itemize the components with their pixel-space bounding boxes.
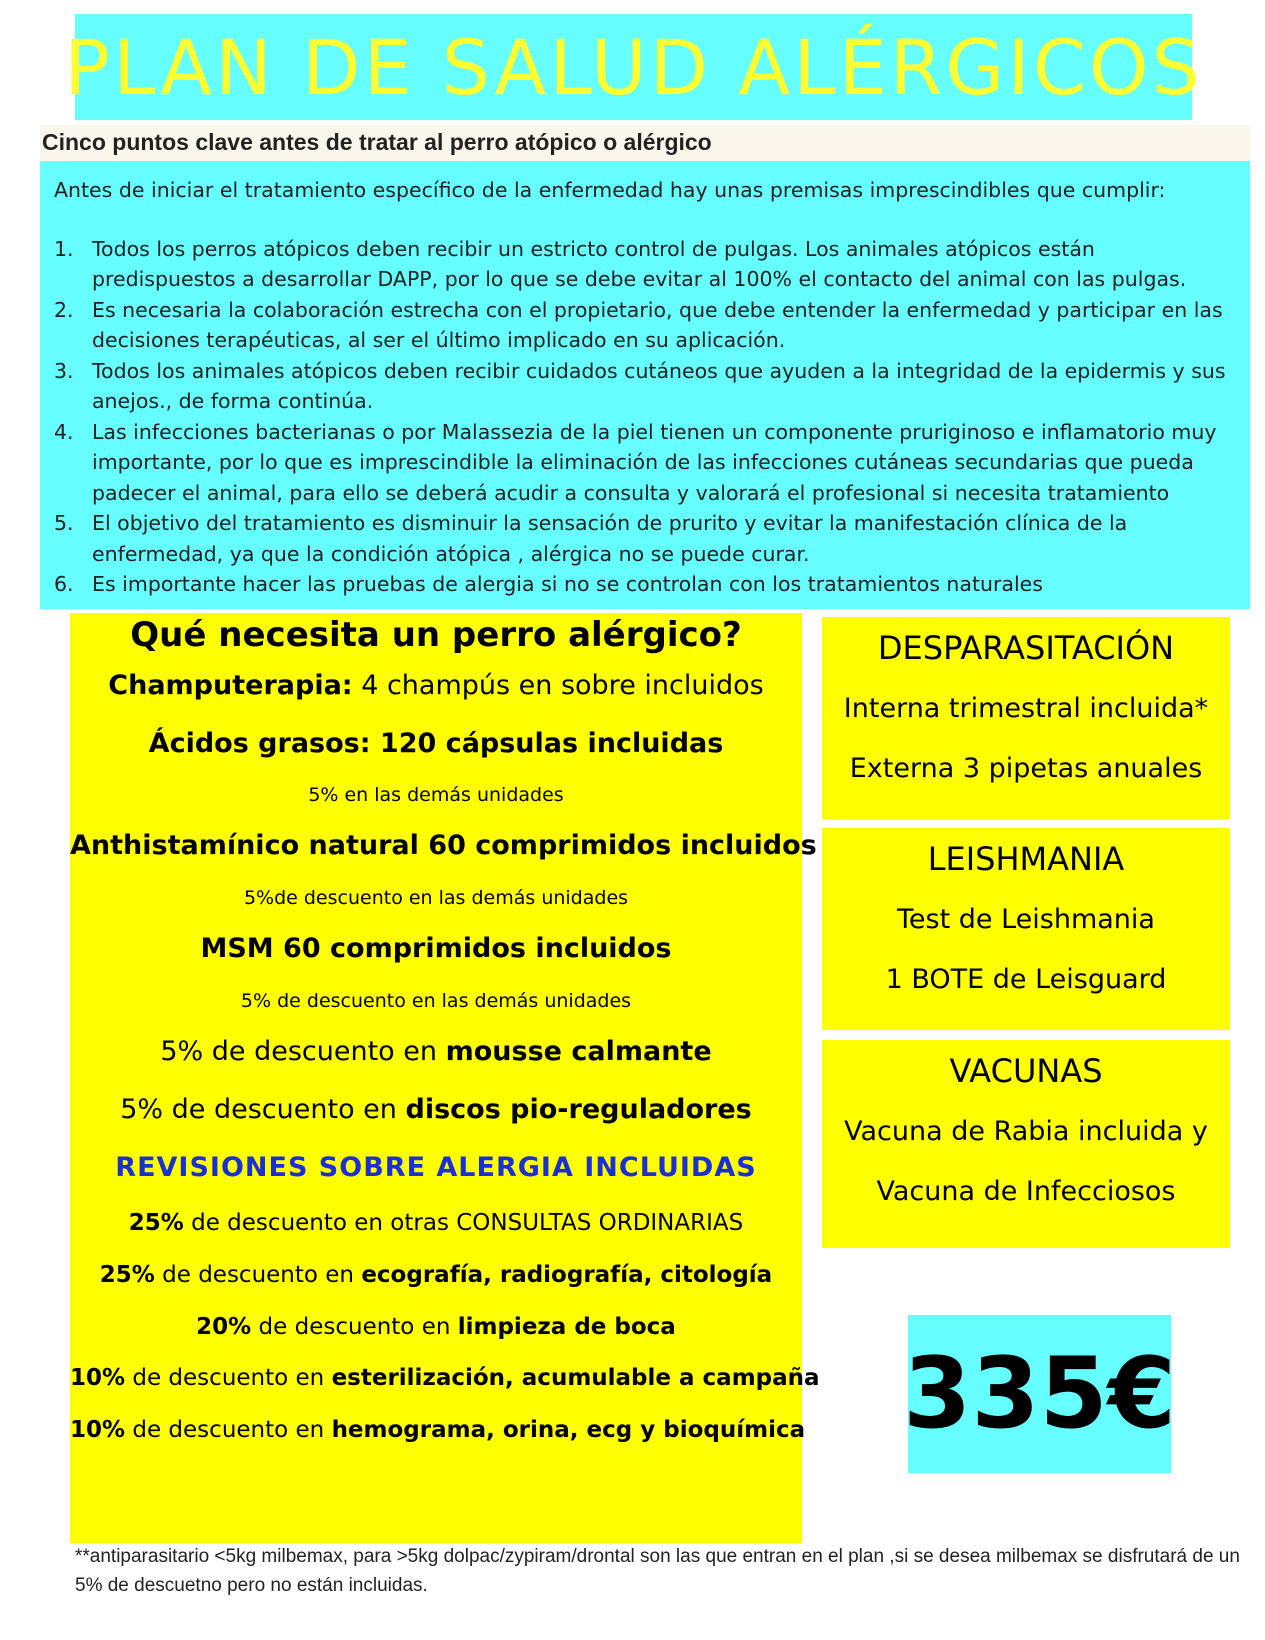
list-item [54, 234, 1236, 295]
subtitle: Cinco puntos clave antes de tratar al perro atópico o alérgico [40, 125, 1250, 161]
list-item [54, 356, 1236, 417]
discount-line [70, 1417, 806, 1443]
deworming-box [822, 617, 1230, 819]
price-box [903, 1315, 1176, 1473]
item-text: Es importante hacer las pruebas de alergia si no se controlan con los tratamientos naturales [92, 572, 1043, 596]
discount-item: esterilización, acumulable a campaña [331, 1365, 820, 1391]
discount-pct: 20% [196, 1314, 252, 1340]
item-text: El objetivo del tratamiento es disminuir la sensación de prurito y evitar la manifestación clínica de la enfermedad, ya que la condición atópica , alérgica no se puede curar. [92, 511, 1128, 566]
deworming-line: Interna trimestral incluida* [843, 693, 1209, 724]
discount-mid: de descuento en [132, 1365, 325, 1391]
discount-line [70, 1262, 802, 1288]
item-number: 4. [54, 419, 74, 444]
discount-item: hemograma, orina, ecg y bioquímica [331, 1417, 806, 1443]
list-item [54, 295, 1236, 356]
revisiones-line: REVISIONES SOBRE ALERGIA INCLUIDAS [115, 1152, 757, 1183]
leishmania-title: LEISHMANIA [927, 840, 1125, 878]
item-number: 6. [54, 572, 74, 596]
vaccines-line: Vacuna de Rabia incluida y [844, 1116, 1208, 1147]
discount-pct: 25% [99, 1262, 155, 1288]
list-item [54, 417, 1236, 509]
item-text: Es necesaria la colaboración estrecha con el propietario, que debe entender la enfermedad y participar en las decisiones terapéuticas, al ser el último implicado en su aplicación. [92, 297, 1223, 352]
mousse-line [70, 1036, 802, 1067]
deworming-title: DESPARASITACIÓN [877, 629, 1175, 667]
discount-mid: de descuento en [258, 1314, 451, 1340]
fatty-acids-line: Ácidos grasos: 120 cápsulas incluidas [148, 728, 724, 759]
discount-pct: 10% [70, 1365, 126, 1391]
shampoo-label: Champuterapia: [108, 670, 353, 701]
discount-line [70, 1365, 820, 1391]
list-item [54, 569, 1236, 600]
shampoo-line [70, 670, 802, 701]
needs-heading: Qué necesita un perro alérgico? [130, 615, 742, 655]
shampoo-value: 4 champús en sobre incluidos [361, 670, 764, 701]
mousse-prefix: 5% de descuento en [160, 1036, 438, 1067]
discos-item: discos pio-reguladores [405, 1094, 752, 1125]
vaccines-line: Vacuna de Infecciosos [876, 1176, 1176, 1207]
price-value: 335€ [903, 1337, 1176, 1451]
needs-section [70, 613, 820, 1543]
title-banner [64, 14, 1203, 120]
discount-item: ecografía, radiografía, citología [361, 1262, 773, 1288]
item-text: Todos los perros atópicos deben recibir un estricto control de pulgas. Los animales atópicos están predispuestos a desarrollar DAPP, por lo que se debe evitar al 100% el contacto del animal con las pulgas. [92, 236, 1187, 291]
item-number: 1. [54, 236, 74, 261]
discount-mid: de descuento en [162, 1262, 355, 1288]
msm-line: MSM 60 comprimidos incluidos [200, 933, 672, 964]
msm-note: 5% de descuento en las demás unidades [240, 990, 632, 1012]
intro-section [40, 161, 1250, 609]
antihistamine-note: 5%de descuento en las demás unidades [243, 887, 629, 909]
discos-prefix: 5% de descuento en [120, 1094, 397, 1125]
footnote: **antiparasitario <5kg milbemax, para >5kg dolpac/zypiram/drontal son las que entran en el plan ,si se desea milbemax se disfrutará de un 5% de descuetno pero no están incluidas. [75, 1546, 1240, 1596]
vaccines-title: VACUNAS [949, 1052, 1103, 1090]
mousse-item: mousse calmante [445, 1036, 712, 1067]
leishmania-line: Test de Leishmania [897, 904, 1155, 935]
item-number: 2. [54, 297, 74, 322]
fatty-acids-note: 5% en las demás unidades [308, 784, 564, 806]
discount-item: limpieza de boca [457, 1314, 676, 1340]
discount-pct: 10% [70, 1417, 126, 1443]
page-title: PLAN DE SALUD ALÉRGICOS [64, 22, 1203, 112]
item-number: 3. [54, 358, 74, 383]
intro-lead: Antes de iniciar el tratamiento específico de la enfermedad hay unas premisas imprescindibles que cumplir: [54, 178, 1166, 202]
deworming-line: Externa 3 pipetas anuales [849, 753, 1203, 784]
discount-item: CONSULTAS ORDINARIAS [456, 1210, 744, 1236]
leishmania-box [822, 828, 1230, 1030]
discount-line [70, 1210, 802, 1236]
discount-line [70, 1314, 802, 1340]
discos-line [70, 1094, 802, 1125]
leishmania-line: 1 BOTE de Leisguard [885, 964, 1167, 995]
antihistamine-line: Anthistamínico natural 60 comprimidos incluidos [70, 830, 817, 861]
item-text: Todos los animales atópicos deben recibir cuidados cutáneos que ayuden a la integridad de la epidermis y sus anejos., de forma continúa. [92, 358, 1226, 413]
discount-pct: 25% [128, 1210, 184, 1236]
vaccines-box [822, 1040, 1230, 1248]
item-text: Las infecciones bacterianas o por Malassezia de la piel tienen un componente pruriginoso e inflamatorio muy importante, por lo que es imprescindible la eliminación de las infecciones cutáneas secundarias que pueda padecer el animal, para ello se deberá acudir a consulta y valorará el profesional si necesita tratamiento [92, 419, 1217, 505]
key-points-list [54, 234, 1236, 600]
item-number: 5. [54, 511, 74, 535]
list-item [54, 508, 1236, 569]
discount-mid: de descuento en [132, 1417, 325, 1443]
discount-mid: de descuento en otras [191, 1210, 449, 1236]
